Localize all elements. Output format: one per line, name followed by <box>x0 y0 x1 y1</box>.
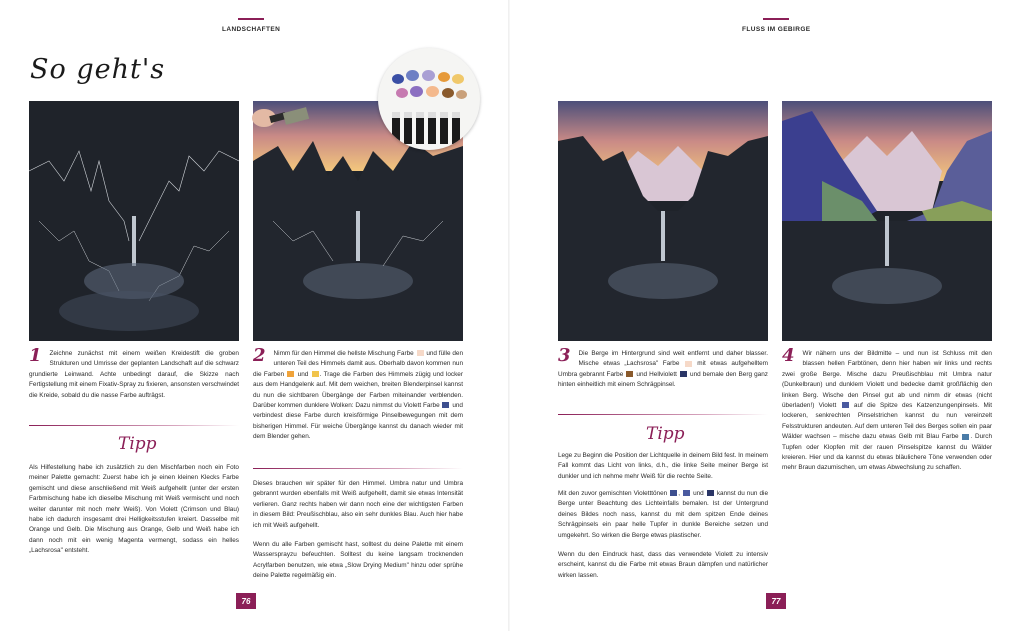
paint-tube <box>392 112 400 144</box>
paint-dab <box>406 70 419 81</box>
swatch-2 <box>287 371 294 377</box>
step2-text-2: und fülle den unteren Teil des Himmels damit aus. Oberhalb davon kommen nun die Farben <box>253 350 463 378</box>
paint-dab <box>442 88 454 98</box>
tip-paragraph-3: Wenn du den Eindruck hast, dass das verwendete Violett zu intensiv erscheint, kannst du die Farbe mit etwas Braun dämpfen und natürlicher wirken lassen. <box>558 551 768 579</box>
page-title: So geht's <box>30 54 166 85</box>
step4-text-2: auf die Spitze des Katzenzungenpinsels. Mit lockeren, senkrechten Pinselstrichen kannst du nun vereinzelt Felsstrukturen andeuten. Auf dem unteren Teil des Berges sollen ein paar Wälder wachsen – mische dazu etwas Gelb mit Blau Farbe <box>782 402 992 441</box>
step3-block <box>558 345 768 391</box>
step4-number: 4 <box>782 345 795 366</box>
tip-p2-c: kannst du nun die Berge unter Beachtung des Lichteinfalls bemalen. Ist der Untergrund deines Bildes noch nass, kannst du mit dem spitzen Ende deines Schrägpinsels ein paar helle Tupfer in dunkle Bereiche setzen und umgekehrt. So wirken die Berge etwas plastischer. <box>558 490 769 539</box>
tip-p2-a: Mit den zuvor gemischten Violetttönen <box>558 490 668 497</box>
swatch-5 <box>670 490 677 496</box>
swatch-7 <box>680 371 687 377</box>
col2-paragraph-2: Wenn du alle Farben gemischt hast, solltest du deine Palette mit einem Wassersprayzu befeuchten. Solltest du keine langsam trocknenden Acrylfarben benutzen, wie etwa „Slow Drying Medium" hinzu oder sprühe deine Palette regelmäßig ein. <box>253 541 463 580</box>
swatch-6 <box>842 402 849 408</box>
step3-text-3: und Hellviolett <box>636 370 677 378</box>
step3-text-1: Die Berge im Hintergrund sind weit entfernt und daher blasser. Mische etwas „Lachsrosa" Farbe <box>578 350 768 368</box>
tip-paragraph-1: Lege zu Beginn die Position der Lichtquelle in deinem Bild fest. In meinem Fall kommt das Licht von links, d.h., die linke Seite meiner Berge ist dunkler und ich nehme mehr Weiß für die rechte Seite. <box>558 452 768 480</box>
swatch-6 <box>683 490 690 496</box>
divider-left <box>29 425 239 426</box>
paint-tube <box>428 112 436 144</box>
swatch-1 <box>417 350 424 356</box>
step1-text: Zeichne zunächst mit einem weißen Kreidestift die groben Strukturen und Umrisse der geplanten Landschaft auf die schwarz grundierte Leinwand. Achte unbedingt darauf, die Skizze nach Fertigstellung mit einem Fixativ-Spray zu fixieren, ansonsten verschwindet die Kreide, sobald du die nasse Farbe aufträgst. <box>29 350 239 399</box>
runhead-bar <box>763 18 789 20</box>
swatch-8 <box>626 371 633 377</box>
page-number-left: 76 <box>236 593 256 609</box>
swatch-10 <box>962 434 969 440</box>
swatch-7 <box>707 490 714 496</box>
tip-p2-b: und <box>693 490 704 497</box>
step1-block <box>29 345 239 401</box>
right-page <box>510 0 1020 631</box>
paint-dab <box>410 86 423 97</box>
swatch-3 <box>312 371 319 377</box>
step3-photo <box>558 101 768 341</box>
step1-photo <box>29 101 239 341</box>
swatch-1 <box>685 361 692 367</box>
page-number-right: 77 <box>766 593 786 609</box>
running-head-right-text: FLUSS IM GEBIRGE <box>742 26 811 33</box>
paint-tube <box>416 112 424 144</box>
step3-text-4: und bemale den Berg ganz hinten einheitlich mit einem Schrägpinsel. <box>558 370 768 389</box>
divider-col2 <box>253 468 463 469</box>
paint-dab <box>422 70 435 81</box>
paint-tube <box>452 112 460 144</box>
step3-number: 3 <box>558 345 571 366</box>
divider-right <box>558 414 768 415</box>
paint-dab <box>396 88 408 98</box>
paint-dab <box>426 86 439 97</box>
step2-text-5: und verbindest diese Farbe durch kreisförmige Pinselbewegungen mit dem bisherigen Himmel. Für weiche Übergänge kannst du danach wieder mit dem Blender gehen. <box>253 402 463 441</box>
paint-tube <box>440 112 448 144</box>
step2-number: 2 <box>253 345 266 366</box>
step2-text-1: Nimm für den Himmel die hellste Mischung Farbe <box>273 350 414 357</box>
tip-heading-left: Tipp <box>118 434 157 454</box>
step2-block <box>253 345 463 443</box>
step2-text-3: und <box>297 370 309 378</box>
brush-icon <box>252 104 310 132</box>
running-head-left <box>222 26 280 33</box>
step4-text-3: . Durch Tupfen oder Klopfen mit der rauen Pinselspitze kannst du Wälder kreieren. Hier und da kannst du etwas bläulichere Töne verwenden oder mehr Braun dazumischen, um etwas Abwechslung zu schaffen. <box>782 433 993 472</box>
running-head-right <box>742 26 811 33</box>
step2-text-4: . Trage die Farben des Himmels zügig und locker aus dem Handgelenk auf. Mit dem weichen, breiten Blenderpinsel kannst du nun die sichtbaren Übergänge der Farben miteinander verblenden. Darüber kommen dunklere Wolken: Dazu nimmst du Violett Farbe <box>253 370 463 410</box>
step4-block <box>782 345 993 474</box>
running-head-left-text: LANDSCHAFTEN <box>222 26 281 33</box>
paint-dab <box>456 90 467 99</box>
paint-dab <box>438 72 450 82</box>
swatch-5 <box>442 402 449 408</box>
step3-text-2: mit etwas aufgehelltem Umbra gebrannt Farbe <box>558 360 768 378</box>
runhead-bar <box>238 18 264 20</box>
step1-number: 1 <box>29 345 42 366</box>
step4-photo <box>782 101 992 341</box>
tip-text-left: Als Hilfestellung habe ich zusätzlich zu den Mischfarben noch ein Foto meiner Palette gemacht: Zuerst habe ich je einen kleinen Klecks Farbe gemischt und diese anschließend mit Weiß aufgehellt (unter der ersten Farbmischung habe ich dieselbe Mischung mit Weiß vermischt und noch weiter darunter mit noch mehr Weiß). Von Violett (Crimson und Blau) habe ich dadurch insgesamt drei Helligkeitsstufen kreiert. Dasselbe mit Orange und Gelb. Die Mischung aus Orange, Gelb und Weiß habe ich dann noch mit ein wenig Magenta vermengt, sodass ein helles „Lachsrosa" entsteht. <box>29 464 239 555</box>
paint-dab <box>392 74 404 84</box>
step4-text-1: Wir nähern uns der Bildmitte – und nun ist Schluss mit den blassen hellen Farbtönen, denn hier haben wir links und rechts zwei große Berge. Mische dazu Preußischblau mit Umbra natur (Dunkelbraun) und dunklem Violett und bedecke damit großflächig den linken Berg. Wische den Pinsel gut ab und nimm dir etwas (nicht überladen!) Violett <box>782 350 992 410</box>
palette-photo <box>378 48 480 150</box>
tip-heading-right: Tipp <box>646 424 685 444</box>
tip-paragraph-2: Mit den zuvor gemischten Violetttönen , und kannst du nun die Berge unter Beachtung des Lichteinfalls bemalen. Ist der Untergrund deines Bildes noch nass, kannst du mit dem spitzen Ende deines Schrägpinsels ein paar helle Tupfer in dunkle Bereiche setzen und umgekehrt. So wirken die Berge etwas plastischer. <box>558 490 769 539</box>
paint-tube <box>404 112 412 144</box>
col2-paragraph-1: Dieses brauchen wir später für den Himmel. Umbra natur und Umbra gebrannt wurden ebenfalls mit Weiß aufgehellt, damit sie etwas Intensität verlieren. Ganz rechts haben wir dann noch eine der wichtigsten Farben in diesem Bild: Preußischblau, also ein sehr dunkles Blau. Auch hier habe ich mit Weiß aufgehellt. <box>253 480 463 529</box>
paint-dab <box>452 74 464 84</box>
